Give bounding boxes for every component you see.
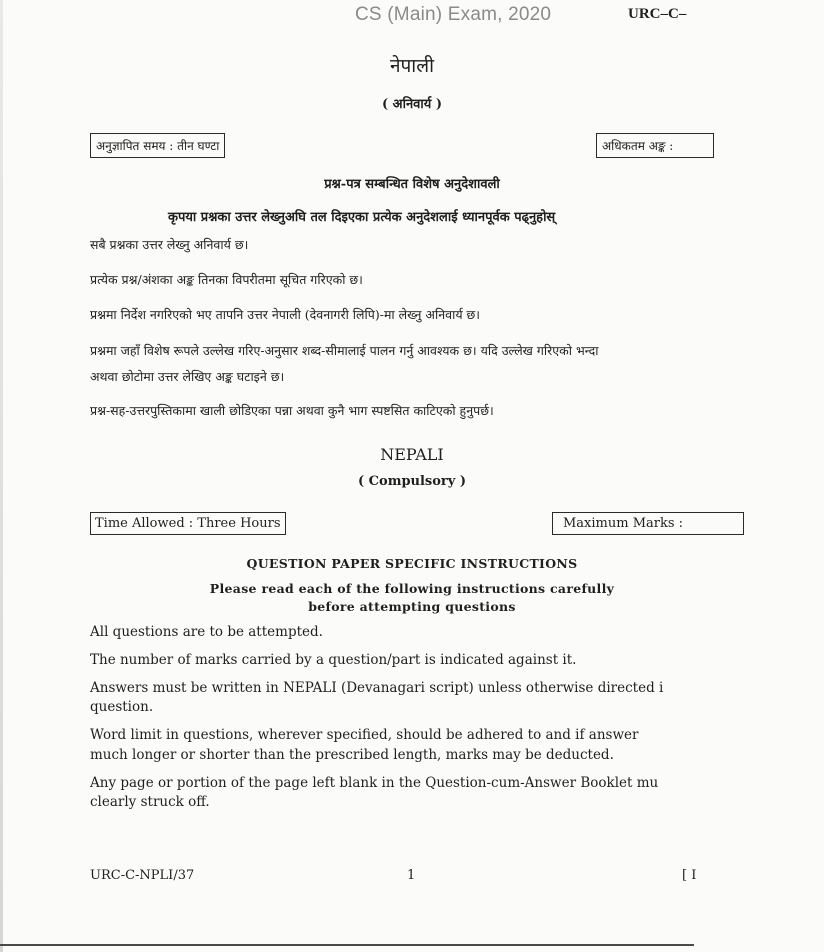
nepali-instructions-heading: प्रश्न-पत्र सम्बन्धित विशेष अनुदेशावली bbox=[324, 177, 500, 192]
english-title: NEPALI bbox=[380, 445, 444, 464]
nepali-time-box: अनुज्ञापित समय : तीन घण्टा bbox=[90, 133, 225, 158]
nepali-title: नेपाली bbox=[389, 55, 435, 77]
english-instruction: Any page or portion of the page left blank in the Question-cum-Answer Booklet mu bbox=[90, 775, 659, 791]
nepali-read-note: कृपया प्रश्नका उत्तर लेख्नुअघि तल दिइएका प्रत्येक अनुदेशलाई ध्यानपूर्वक पढ्नुहोस् bbox=[168, 210, 556, 225]
english-instructions-heading: QUESTION PAPER SPECIFIC INSTRUCTIONS bbox=[246, 556, 578, 571]
footer-bracket: [ I bbox=[682, 868, 697, 883]
english-instruction: question. bbox=[90, 699, 154, 715]
nepali-instruction: प्रत्येक प्रश्न/अंशका अङ्क तिनका विपरीतमा सूचित गरिएको छ। bbox=[90, 272, 363, 287]
english-subtitle: ( Compulsory ) bbox=[358, 474, 466, 489]
english-read-note: Please read each of the following instructions carefully bbox=[209, 581, 615, 596]
nepali-subtitle: ( अनिवार्य ) bbox=[381, 97, 442, 112]
bottom-divider bbox=[0, 944, 694, 946]
page-number: 1 bbox=[407, 868, 416, 883]
nepali-instruction: सबै प्रश्नका उत्तर लेख्नु अनिवार्य छ। bbox=[90, 237, 249, 252]
english-time-box: Time Allowed : Three Hours bbox=[90, 512, 286, 535]
english-instruction: clearly struck off. bbox=[90, 794, 210, 810]
nepali-instruction: प्रश्नमा जहाँ विशेष रूपले उल्लेख गरिए-अनुसार शब्द-सीमालाई पालन गर्नु आवश्यक छ। यदि उल्लेख गरिएको भन्दा bbox=[90, 343, 599, 358]
english-instruction: Word limit in questions, wherever specified, should be adhered to and if answer bbox=[90, 727, 639, 743]
nepali-max-marks-box: अधिकतम अङ्क : bbox=[596, 133, 714, 158]
english-instruction: All questions are to be attempted. bbox=[90, 624, 323, 640]
footer-paper-code: URC-C-NPLI/37 bbox=[90, 868, 195, 883]
english-instruction: much longer or shorter than the prescribed length, marks may be deducted. bbox=[90, 747, 614, 763]
english-read-note: before attempting questions bbox=[308, 599, 516, 614]
nepali-instruction: प्रश्न-सह-उत्तरपुस्तिकामा खाली छोडिएका पन्ना अथवा कुनै भाग स्पष्टसित काटिएको हुनुपर्छ। bbox=[90, 403, 494, 418]
nepali-instruction: प्रश्नमा निर्देश नगरिएको भए तापनि उत्तर नेपाली (देवनागरी लिपि)-मा लेख्नु अनिवार्य छ। bbox=[90, 307, 481, 322]
nepali-instruction: अथवा छोटोमा उत्तर लेखिए अङ्क घटाइने छ। bbox=[90, 369, 285, 384]
exam-stamp: CS (Main) Exam, 2020 bbox=[355, 4, 552, 25]
english-instruction: Answers must be written in NEPALI (Devanagari script) unless otherwise directed i bbox=[90, 680, 664, 696]
paper-code-header: URC–C– bbox=[628, 6, 687, 22]
english-instruction: The number of marks carried by a question/part is indicated against it. bbox=[90, 652, 577, 668]
english-max-marks-box: Maximum Marks : bbox=[552, 512, 744, 535]
